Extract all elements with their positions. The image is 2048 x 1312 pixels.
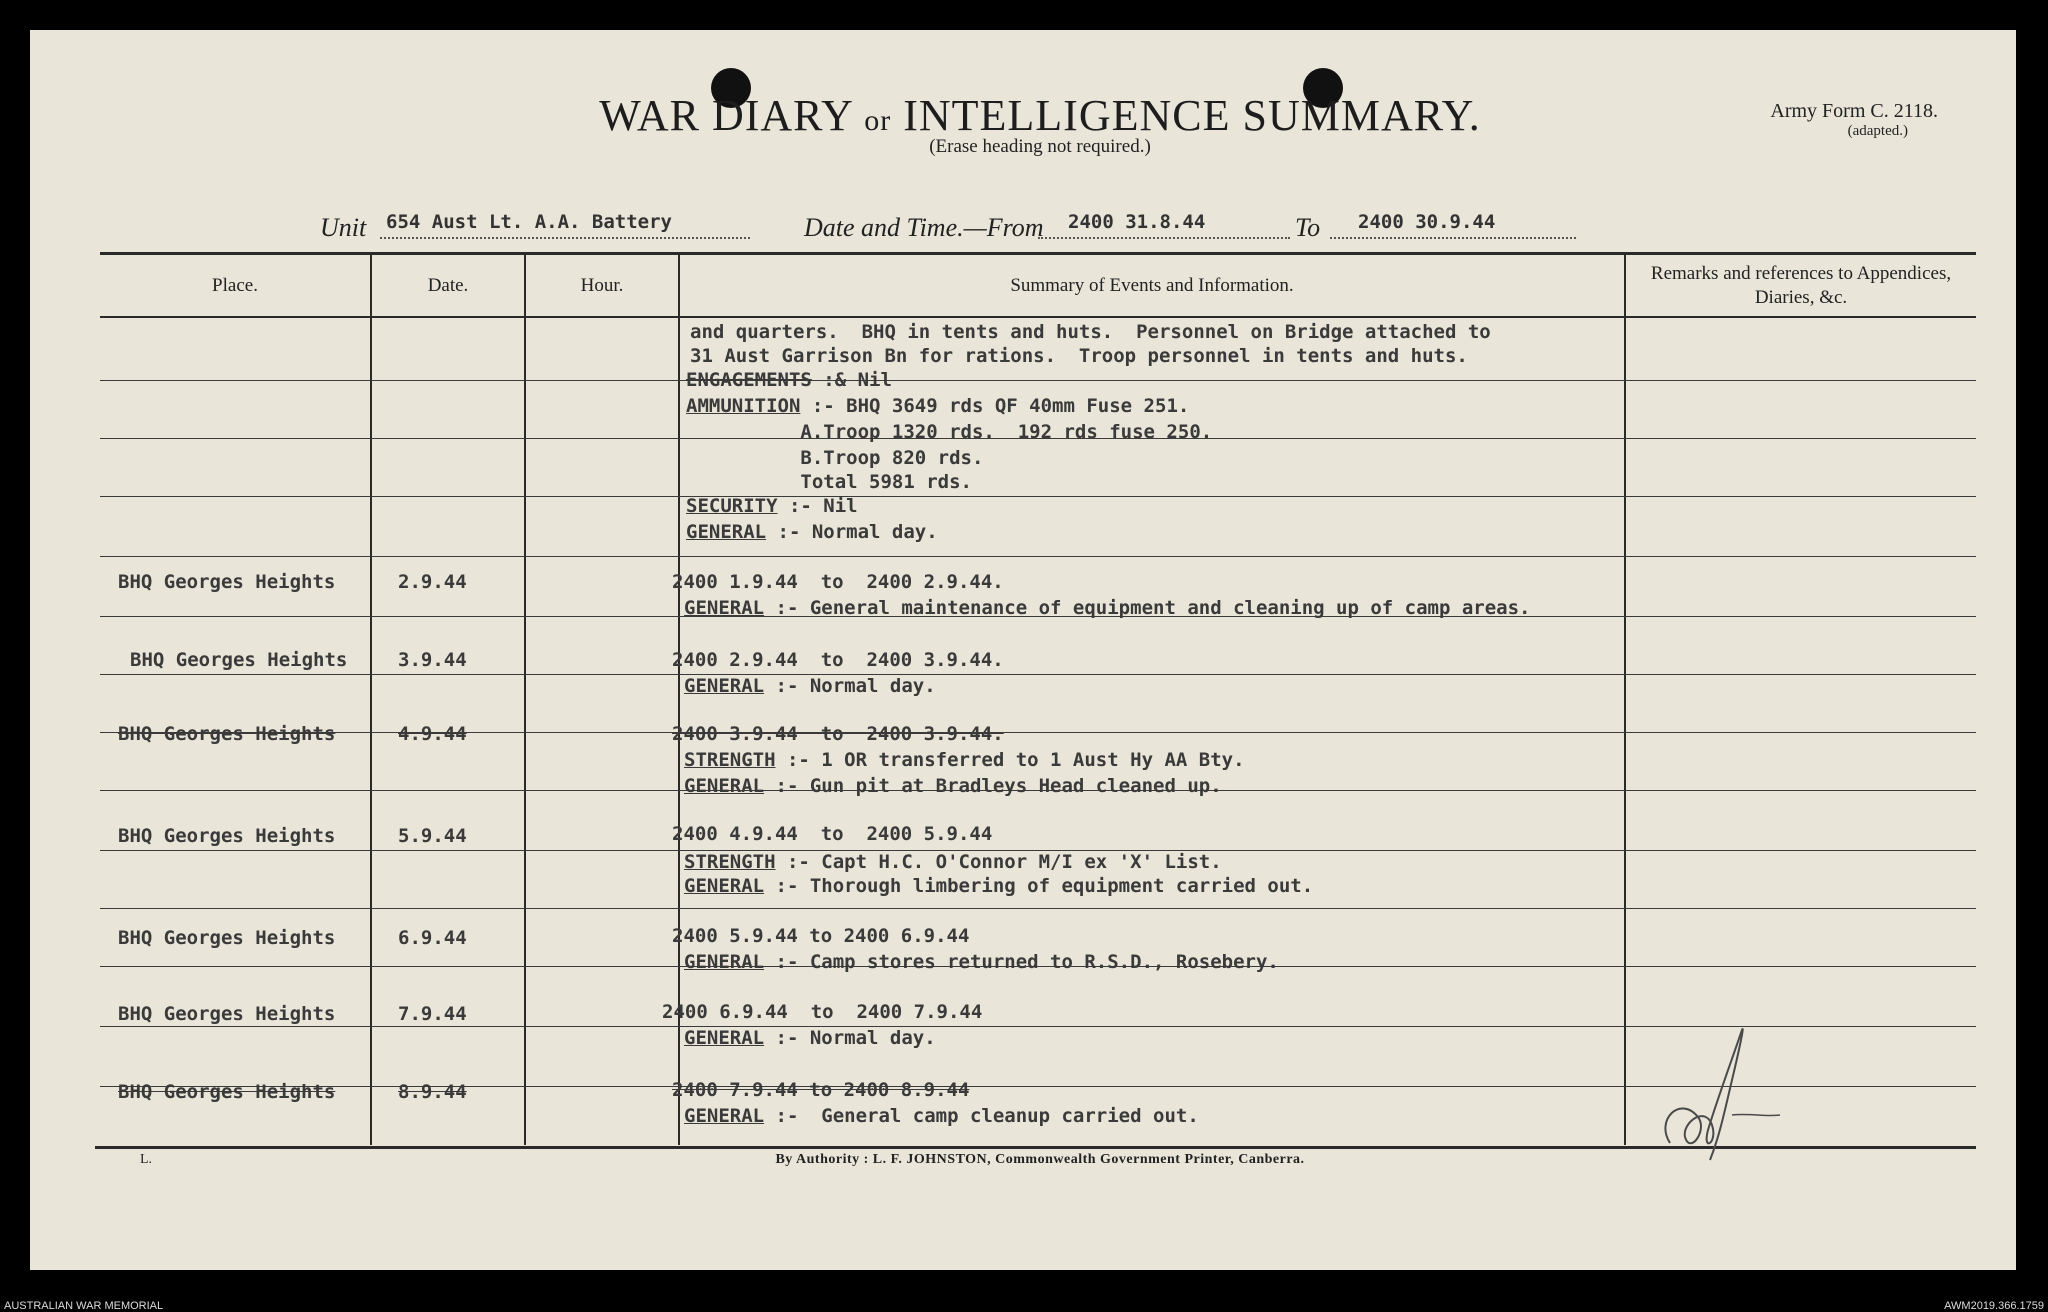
- summary-line: B.Troop 820 rds.: [686, 447, 984, 469]
- form-title: WAR DIARY or INTELLIGENCE SUMMARY.: [599, 91, 1481, 140]
- summary-line: STRENGTH :- Capt H.C. O'Connor M/I ex 'X' List.: [684, 851, 1222, 873]
- place-cell: BHQ Georges Heights: [118, 1081, 336, 1103]
- summary-line: GENERAL :- Normal day.: [686, 521, 938, 543]
- date-cell: 7.9.44: [398, 1003, 467, 1025]
- to-label: To: [1295, 213, 1321, 242]
- from-value: 2400 31.8.44: [1038, 207, 1290, 239]
- summary-line: GENERAL :- Normal day.: [684, 1027, 936, 1049]
- summary-line: GENERAL :- Gun pit at Bradleys Head cleaned up.: [684, 775, 1222, 797]
- date-cell: 3.9.44: [398, 649, 467, 671]
- summary-line: ENGAGEMENTS :& Nil: [686, 369, 892, 391]
- summary-line: AMMUNITION :- BHQ 3649 rds QF 40mm Fuse 251.: [686, 395, 1190, 417]
- ruled-line: [100, 732, 1976, 733]
- period-line: 2400 4.9.44 to 2400 5.9.44: [672, 823, 993, 845]
- summary-line: GENERAL :- General camp cleanup carried out.: [684, 1105, 1199, 1127]
- column-header-summary: Summary of Events and Information.: [1010, 275, 1294, 296]
- header-rule: [100, 316, 1976, 318]
- table-top-rule: [100, 252, 1976, 255]
- ruled-line: [100, 908, 1976, 909]
- summary-line: STRENGTH :- 1 OR transferred to 1 Aust Hy AA Bty.: [684, 749, 1245, 771]
- column-header-hour: Hour.: [580, 275, 624, 296]
- summary-line: GENERAL :- Thorough limbering of equipment carried out.: [684, 875, 1314, 897]
- summary-line: GENERAL :- Normal day.: [684, 675, 936, 697]
- summary-line: Total 5981 rds.: [686, 471, 972, 493]
- period-line: 2400 6.9.44 to 2400 7.9.44: [662, 1001, 983, 1023]
- summary-line: 31 Aust Garrison Bn for rations. Troop personnel in tents and huts.: [690, 345, 1468, 367]
- summary-line: A.Troop 1320 rds. 192 rds fuse 250.: [686, 421, 1213, 443]
- place-cell: BHQ Georges Heights: [118, 1003, 336, 1025]
- archive-id: AWM2019.366.1759: [1944, 1300, 2044, 1312]
- period-line: 2400 1.9.44 to 2400 2.9.44.: [672, 571, 1004, 593]
- period-line: 2400 2.9.44 to 2400 3.9.44.: [672, 649, 1004, 671]
- signature-mark: [1650, 1025, 1810, 1165]
- unit-label: Unit: [320, 213, 367, 242]
- footer-left-mark: L.: [140, 1152, 153, 1167]
- date-cell: 4.9.44: [398, 723, 467, 745]
- date-cell: 2.9.44: [398, 571, 467, 593]
- summary-line: GENERAL :- General maintenance of equipment and cleaning up of camp areas.: [684, 597, 1531, 619]
- date-cell: 5.9.44: [398, 825, 467, 847]
- column-header-place: Place.: [212, 275, 258, 296]
- place-cell: BHQ Georges Heights: [118, 571, 336, 593]
- place-cell: BHQ Georges Heights: [130, 649, 348, 671]
- army-form-label: Army Form C. 2118. (adapted.): [1770, 100, 1938, 139]
- column-divider: [1624, 255, 1626, 1145]
- place-cell: BHQ Georges Heights: [118, 927, 336, 949]
- ruled-line: [100, 674, 1976, 675]
- date-time-label: Date and Time.—From: [804, 213, 1044, 242]
- summary-line: SECURITY :- Nil: [686, 495, 858, 517]
- period-line: 2400 5.9.44 to 2400 6.9.44: [672, 925, 970, 947]
- column-header-remarks: Remarks and references to Appendices, Diaries, &c.: [1650, 263, 1952, 308]
- printer-authority: By Authority : L. F. JOHNSTON, Commonwealth Government Printer, Canberra.: [775, 1152, 1305, 1167]
- column-header-date: Date.: [427, 275, 469, 296]
- unit-line: [0, 205, 2048, 245]
- ruled-line: [100, 556, 1976, 557]
- date-cell: 6.9.44: [398, 927, 467, 949]
- unit-value: 654 Aust Lt. A.A. Battery: [380, 207, 750, 239]
- summary-line: GENERAL :- Camp stores returned to R.S.D., Rosebery.: [684, 951, 1279, 973]
- ruled-line: [100, 496, 1976, 497]
- to-value: 2400 30.9.44: [1330, 207, 1576, 239]
- form-subtitle: (Erase heading not required.): [929, 136, 1151, 157]
- ruled-line: [100, 380, 1976, 381]
- date-cell: 8.9.44: [398, 1081, 467, 1103]
- archive-label: AUSTRALIAN WAR MEMORIAL: [4, 1300, 164, 1312]
- place-cell: BHQ Georges Heights: [118, 825, 336, 847]
- period-line: 2400 3.9.44 to 2400 3.9.44.: [672, 723, 1004, 745]
- period-line: 2400 7.9.44 to 2400 8.9.44: [672, 1079, 970, 1101]
- column-divider: [524, 255, 526, 1145]
- column-divider: [370, 255, 372, 1145]
- summary-line: and quarters. BHQ in tents and huts. Personnel on Bridge attached to: [690, 321, 1491, 343]
- place-cell: BHQ Georges Heights: [118, 723, 336, 745]
